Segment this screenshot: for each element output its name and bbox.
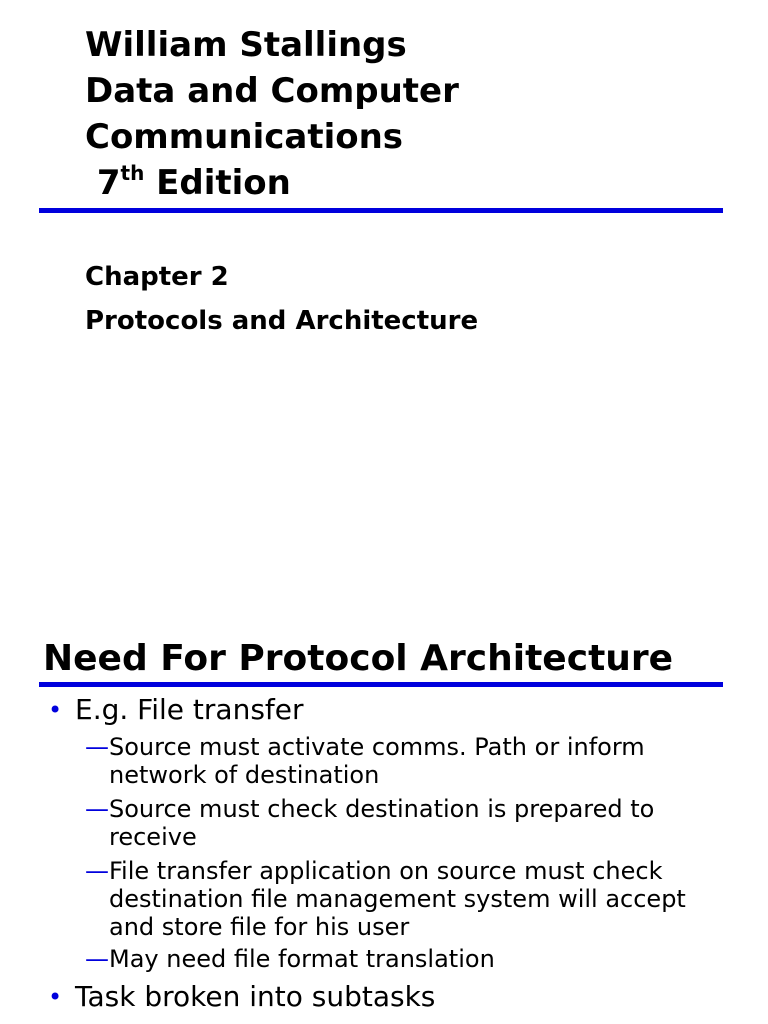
title-divider [39, 208, 723, 213]
bullet-item [48, 693, 304, 726]
bullet-icon: • [48, 696, 63, 724]
title-book-line1: Data and Computer [85, 71, 459, 111]
sub-bullet-text: Source must activate comms. Path or inform network of destination [109, 733, 645, 789]
bullet-item [48, 980, 436, 1013]
title-author: William Stallings [85, 25, 407, 65]
sub-bullet-text: File transfer application on source must check destination file management system will accept and store file for his user [109, 857, 686, 941]
sub-bullet-text: May need file format translation [109, 945, 495, 973]
bullet-icon: • [48, 983, 63, 1011]
dash-icon: — [85, 857, 109, 885]
chapter-label: Chapter 2 [85, 262, 229, 292]
edition-number: 7 [96, 163, 121, 203]
title-book-line2: Communications [85, 117, 404, 157]
edition-suffix: th [120, 161, 145, 185]
heading-divider [39, 682, 723, 687]
dash-icon: — [85, 945, 109, 973]
book-title [85, 22, 459, 206]
sub-bullet-item [85, 945, 725, 973]
bullet-text: E.g. File transfer [75, 693, 304, 726]
sub-bullet-text: Source must check destination is prepared to receive [109, 795, 655, 851]
sub-bullet-item [85, 733, 725, 789]
bullet-text: Task broken into subtasks [75, 980, 436, 1013]
dash-icon: — [85, 795, 109, 823]
sub-bullet-item [85, 857, 725, 941]
dash-icon: — [85, 733, 109, 761]
slide-heading: Need For Protocol Architecture [43, 638, 674, 679]
edition-word: Edition [156, 163, 291, 203]
title-edition [85, 160, 459, 206]
sub-bullet-item [85, 795, 725, 851]
chapter-title: Protocols and Architecture [85, 306, 479, 336]
